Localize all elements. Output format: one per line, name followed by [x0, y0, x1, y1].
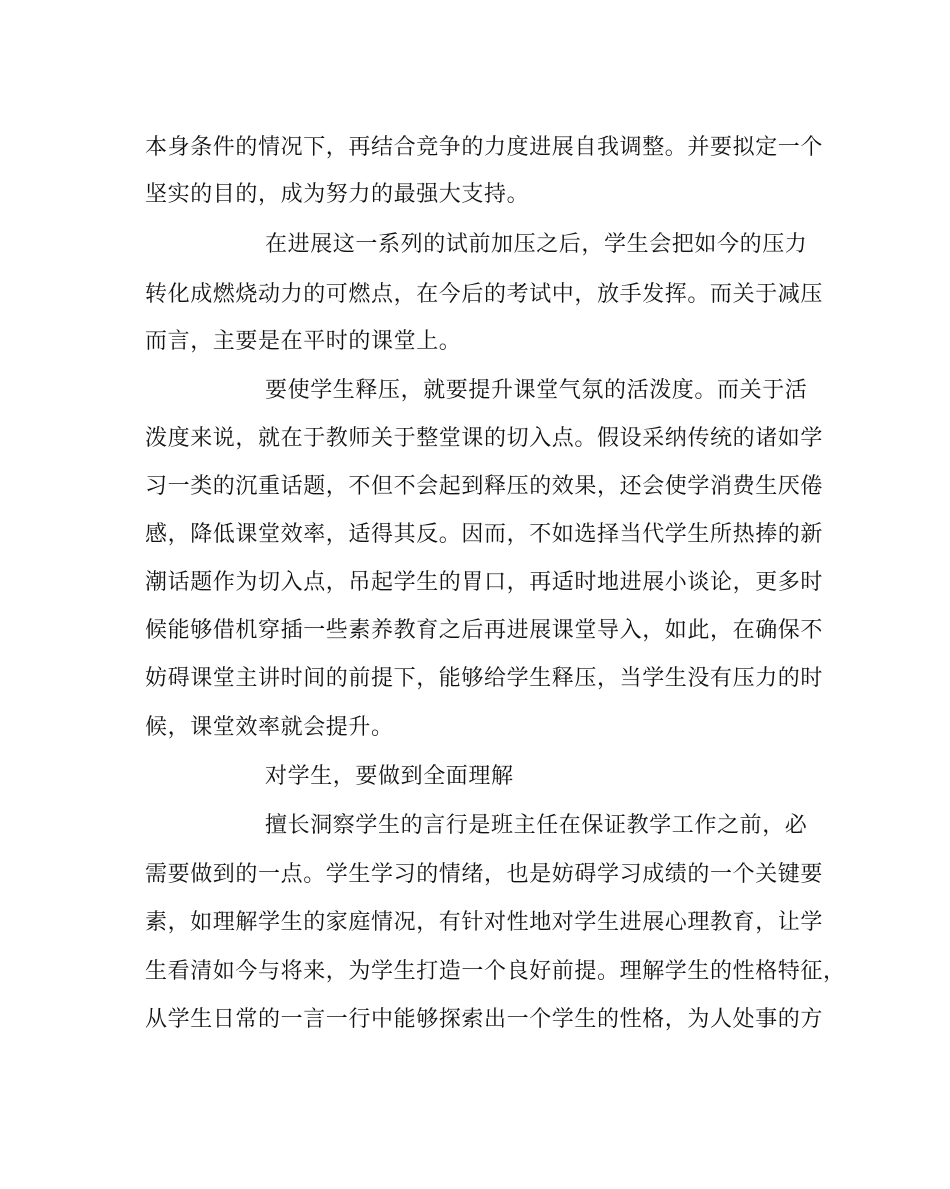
text-line: 转化成燃烧动力的可燃点，在今后的考试中，放手发挥。而关于减压 — [145, 282, 824, 307]
text-line: 感，降低课堂效率，适得其反。因而，不如选择当代学生所热捧的新 — [145, 522, 824, 547]
section-heading: 对学生，要做到全面理解 — [265, 764, 514, 789]
text-line: 而言，主要是在平时的课堂上。 — [145, 329, 462, 354]
text-line: 生看清如今与将来，为学生打造一个良好前提。理解学生的性格特征， — [145, 959, 846, 984]
text-line: 泼度来说，就在于教师关于整堂课的切入点。假设采纳传统的诸如学 — [145, 426, 824, 451]
text-line: 坚实的目的，成为努力的最强大支持。 — [145, 182, 530, 207]
paragraph-start-line: 在进展这一系列的试前加压之后，学生会把如今的压力 — [265, 232, 808, 257]
text-line: 需要做到的一点。学生学习的情绪，也是妨碍学习成绩的一个关键要 — [145, 862, 824, 887]
text-line: 素，如理解学生的家庭情况，有针对性地对学生进展心理教育，让学 — [145, 910, 824, 935]
text-line: 本身条件的情况下，再结合竞争的力度进展自我调整。并要拟定一个 — [145, 135, 824, 160]
text-line: 候，课堂效率就会提升。 — [145, 715, 394, 740]
text-line: 习一类的沉重话题，不但不会起到释压的效果，还会使学消费生厌倦 — [145, 474, 824, 499]
text-line: 妨碍课堂主讲时间的前提下，能够给学生释压，当学生没有压力的时 — [145, 666, 824, 691]
paragraph-start-line: 擅长洞察学生的言行是班主任在保证教学工作之前，必 — [265, 813, 808, 838]
paragraph-start-line: 要使学生释压，就要提升课堂气氛的活泼度。而关于活 — [265, 378, 808, 403]
text-line: 候能够借机穿插一些素养教育之后再进展课堂导入，如此，在确保不 — [145, 618, 824, 643]
text-line: 潮话题作为切入点，吊起学生的胃口，再适时地进展小谈论，更多时 — [145, 570, 824, 595]
text-line: 从学生日常的一言一行中能够探索出一个学生的性格，为人处事的方 — [145, 1007, 824, 1032]
